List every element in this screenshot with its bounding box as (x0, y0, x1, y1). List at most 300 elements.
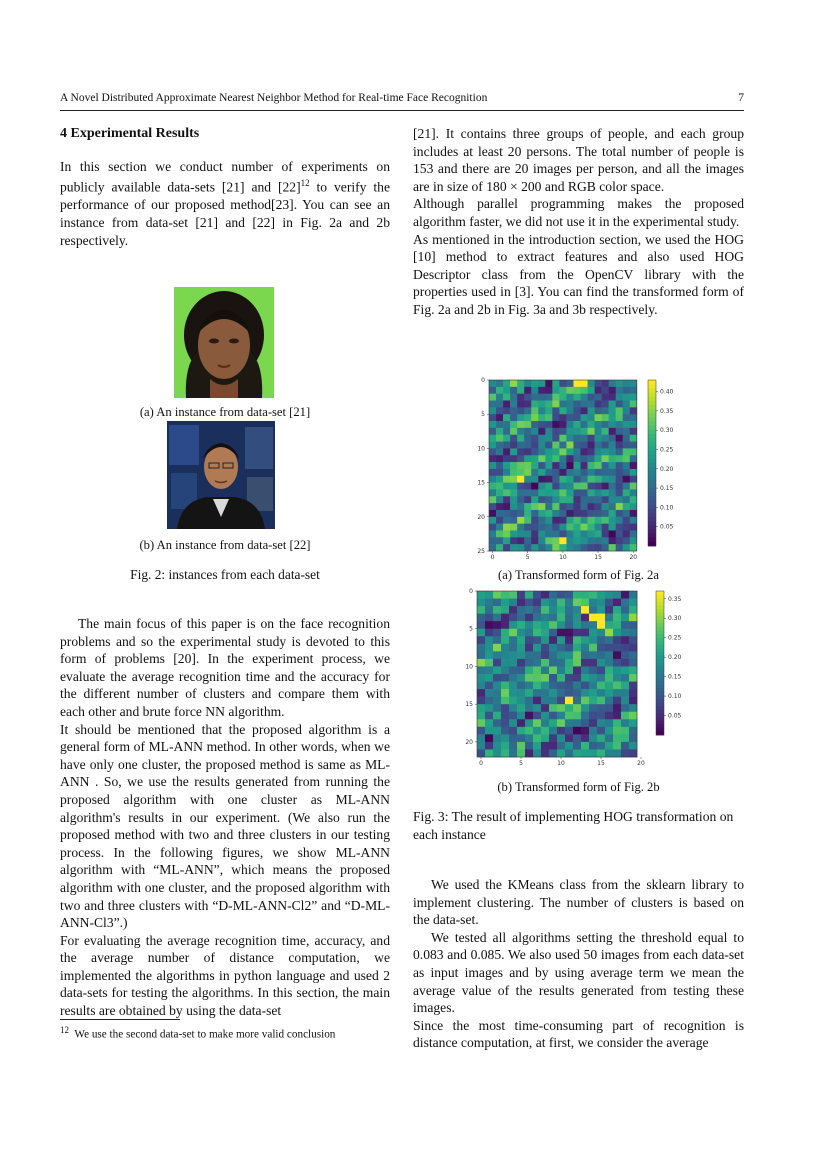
colorbar-segment (648, 496, 656, 501)
heatmap-cell (613, 621, 621, 629)
colorbar-segment (648, 451, 656, 456)
heatmap-cell (613, 704, 621, 712)
heatmap-cell (501, 674, 509, 682)
heatmap-cell (621, 742, 629, 750)
heatmap-cell (552, 496, 559, 503)
heatmap-cell (493, 719, 501, 727)
heatmap-cell (485, 666, 493, 674)
heatmap-cell (581, 524, 588, 531)
heatmap-cell (531, 503, 538, 510)
heatmap-cell (489, 428, 496, 435)
heatmap-cell (557, 689, 565, 697)
colorbar-tick-label: 0.20 (668, 654, 682, 662)
colorbar-segment (648, 529, 656, 534)
heatmap-cell (616, 469, 623, 476)
heatmap-cell (533, 629, 541, 637)
heatmap-cell (595, 524, 602, 531)
heatmap-cell (566, 421, 573, 428)
heatmap-cell (630, 489, 637, 496)
heatmap-cell (602, 421, 609, 428)
heatmap-cell (623, 489, 630, 496)
heatmap-cell (616, 483, 623, 490)
heatmap-cell (501, 606, 509, 614)
heatmap-cell (613, 614, 621, 622)
heatmap-cell (489, 455, 496, 462)
heatmap-cell (573, 483, 580, 490)
heatmap-cell (605, 719, 613, 727)
heatmap-cell (533, 599, 541, 607)
heatmap-cell (581, 621, 589, 629)
heatmap-cell (549, 651, 557, 659)
colorbar-segment (648, 484, 656, 489)
heatmap-fig3a (472, 374, 682, 560)
heatmap-cell (503, 496, 510, 503)
heatmap-cell (541, 636, 549, 644)
heatmap-cell (566, 530, 573, 537)
heatmap-cell (533, 749, 541, 757)
colorbar-tick-label: 0.25 (660, 446, 674, 454)
colorbar-segment (656, 667, 664, 671)
heatmap-cell (531, 428, 538, 435)
heatmap-cell (552, 394, 559, 401)
heatmap-cell (496, 462, 503, 469)
heatmap-cell (493, 659, 501, 667)
heatmap-cell (503, 455, 510, 462)
heatmap-cell (545, 537, 552, 544)
heatmap-cell (595, 421, 602, 428)
heatmap-cell (589, 666, 597, 674)
heatmap-cell (595, 387, 602, 394)
heatmap-cell (605, 599, 613, 607)
heatmap-cell (503, 517, 510, 524)
heatmap-cell (581, 629, 589, 637)
heatmap-cell (629, 666, 637, 674)
heatmap-cell (609, 517, 616, 524)
heatmap-cell (525, 712, 533, 720)
heatmap-cell (477, 689, 485, 697)
colorbar-tick-label: 0.10 (660, 504, 674, 512)
colorbar-segment (648, 480, 656, 485)
heatmap-cell (485, 599, 493, 607)
heatmap-cell (496, 442, 503, 449)
heatmap-cell (609, 387, 616, 394)
heatmap-cell (609, 455, 616, 462)
heatmap-cell (496, 483, 503, 490)
heatmap-cell (573, 682, 581, 690)
heatmap-cell (493, 606, 501, 614)
heatmap-cell (597, 591, 605, 599)
heatmap-cell (503, 414, 510, 421)
heatmap-cell (605, 749, 613, 757)
heatmap-cell (573, 387, 580, 394)
heatmap-cell (588, 414, 595, 421)
heatmap-cell (517, 483, 524, 490)
heatmap-cell (517, 517, 524, 524)
heatmap-cell (510, 387, 517, 394)
heatmap-cell (630, 462, 637, 469)
heatmap-cell (573, 591, 581, 599)
heatmap-cell (613, 682, 621, 690)
heatmap-cell (517, 401, 524, 408)
heatmap-cell (573, 674, 581, 682)
paragraph-ml-ann: It should be mentioned that the proposed algorithm is a general form of ML-ANN method. In other words, when we have only one cluster, the proposed method is same as ML-ANN . So, we use the results generated from running the proposed algorithm with one cluster as ML-ANN algorithm's results in our experiment. (We also run the proposed method with two and three clusters in our testing process. In the following figures, we show ML-ANN algorithm with “ML-ANN”, which means the proposed algorithm with one cluster, and the proposed algorithm with two and three clusters with “D-ML-ANN-Cl2” and “D-ML-ANN-Cl3”.) (60, 721, 390, 931)
heatmap-cell (565, 599, 573, 607)
heatmap-cell (623, 387, 630, 394)
y-tick-label: 10 (465, 663, 473, 671)
footnote-rule (60, 1019, 180, 1020)
heatmap-cell (538, 407, 545, 414)
colorbar-segment (656, 699, 664, 703)
heatmap-cell (510, 476, 517, 483)
heatmap-cell (566, 503, 573, 510)
colorbar-segment (648, 521, 656, 526)
fig3b-caption: (b) Transformed form of Fig. 2b (497, 780, 660, 794)
paragraph-distance: Since the most time-consuming part of recognition is distance computation, at first, we consider the average (413, 1017, 744, 1051)
heatmap-cell (531, 462, 538, 469)
colorbar-segment (656, 695, 664, 699)
heatmap-cell (588, 469, 595, 476)
page-number: 7 (738, 92, 744, 104)
heatmap-cell (588, 530, 595, 537)
heatmap-cell (485, 614, 493, 622)
y-tick-label: 5 (481, 411, 485, 419)
heatmap-cell (501, 742, 509, 750)
colorbar-segment (656, 670, 664, 674)
heatmap-cell (485, 651, 493, 659)
heatmap-cell (588, 489, 595, 496)
heatmap-cell (613, 666, 621, 674)
heatmap-cell (501, 636, 509, 644)
heatmap-cell (489, 517, 496, 524)
heatmap-cell (581, 483, 588, 490)
heatmap-cell (616, 510, 623, 517)
heatmap-cell (510, 510, 517, 517)
heatmap-cell (545, 524, 552, 531)
heatmap-cell (493, 621, 501, 629)
heatmap-cell (552, 455, 559, 462)
colorbar-segment (656, 595, 664, 599)
heatmap-cell (541, 606, 549, 614)
heatmap-cell (489, 476, 496, 483)
heatmap-cell (549, 697, 557, 705)
heatmap-cell (589, 704, 597, 712)
heatmap-cell (545, 442, 552, 449)
heatmap-cell (597, 727, 605, 735)
heatmap-cell (545, 428, 552, 435)
heatmap-cell (496, 503, 503, 510)
heatmap-cell (509, 727, 517, 735)
heatmap-cell (501, 599, 509, 607)
heatmap-cell (605, 704, 613, 712)
heatmap-cell (588, 442, 595, 449)
colorbar-segment (656, 649, 664, 653)
heatmap-cell (545, 503, 552, 510)
heatmap-cell (573, 510, 580, 517)
heatmap-cell (517, 455, 524, 462)
heatmap-cell (597, 749, 605, 757)
heatmap-cell (630, 435, 637, 442)
heatmap-cell (602, 455, 609, 462)
heatmap-cell (605, 651, 613, 659)
heatmap-cell (565, 666, 573, 674)
heatmap-cell (517, 448, 524, 455)
heatmap-cell (595, 510, 602, 517)
left-column-bottom (60, 615, 390, 1020)
heatmap-cell (533, 689, 541, 697)
heatmap-cell (485, 606, 493, 614)
heatmap-cell (509, 651, 517, 659)
heatmap-cell (477, 659, 485, 667)
heatmap-cell (595, 537, 602, 544)
heatmap-cell (609, 394, 616, 401)
heatmap-cell (493, 749, 501, 757)
footnote-text: We use the second data-set to make more valid conclusion (74, 1028, 336, 1041)
heatmap-cell (588, 435, 595, 442)
heatmap-cell (477, 614, 485, 622)
heatmap-cell (517, 749, 525, 757)
heatmap-cell (489, 414, 496, 421)
heatmap-cell (581, 401, 588, 408)
heatmap-cell (538, 401, 545, 408)
heatmap-cell (623, 455, 630, 462)
heatmap-cell (524, 394, 531, 401)
heatmap-cell (509, 644, 517, 652)
heatmap-cell (609, 407, 616, 414)
heatmap-cell (545, 483, 552, 490)
heatmap-cell (581, 742, 589, 750)
heatmap-cell (545, 462, 552, 469)
heatmap-cell (533, 659, 541, 667)
header-rule (60, 110, 744, 111)
heatmap-cell (573, 734, 581, 742)
heatmap-cell (493, 734, 501, 742)
heatmap-cell (485, 727, 493, 735)
heatmap-cell (510, 421, 517, 428)
heatmap-cell (557, 591, 565, 599)
heatmap-cell (545, 544, 552, 551)
heatmap-cell (602, 414, 609, 421)
heatmap-cell (595, 414, 602, 421)
heatmap-cell (613, 591, 621, 599)
heatmap-cell (533, 682, 541, 690)
heatmap-cell (510, 524, 517, 531)
heatmap-cell (566, 387, 573, 394)
heatmap-cell (573, 380, 580, 387)
heatmap-cell (493, 689, 501, 697)
heatmap-cell (489, 544, 496, 551)
heatmap-cell (597, 636, 605, 644)
heatmap-cell (552, 407, 559, 414)
heatmap-cell (589, 719, 597, 727)
heatmap-cell (589, 591, 597, 599)
heatmap-cell (589, 606, 597, 614)
heatmap-cell (503, 448, 510, 455)
heatmap-cell (621, 734, 629, 742)
heatmap-cell (545, 435, 552, 442)
heatmap-cell (503, 435, 510, 442)
heatmap-cell (621, 719, 629, 727)
colorbar-tick-label: 0.05 (660, 523, 674, 531)
heatmap-cell (613, 636, 621, 644)
heatmap-cell (517, 606, 525, 614)
heatmap-cell (525, 742, 533, 750)
heatmap-cell (609, 462, 616, 469)
heatmap-cell (489, 387, 496, 394)
heatmap-cell (549, 614, 557, 622)
heatmap-cell (609, 496, 616, 503)
heatmap-cell (503, 387, 510, 394)
colorbar-segment (656, 681, 664, 685)
colorbar-segment (648, 401, 656, 406)
heatmap-cell (503, 469, 510, 476)
heatmap-cell (609, 537, 616, 544)
colorbar-segment (656, 638, 664, 642)
heatmap-cell (524, 496, 531, 503)
heatmap-cell (541, 621, 549, 629)
heatmap-cell (588, 517, 595, 524)
heatmap-cell (581, 712, 589, 720)
heatmap-cell (623, 394, 630, 401)
heatmap-cell (552, 476, 559, 483)
heatmap-cell (489, 524, 496, 531)
heatmap-cell (630, 414, 637, 421)
heatmap-cell (621, 697, 629, 705)
heatmap-cell (621, 712, 629, 720)
heatmap-cell (533, 636, 541, 644)
heatmap-cell (573, 659, 581, 667)
heatmap-cell (605, 666, 613, 674)
colorbar-segment (648, 538, 656, 543)
heatmap-cell (489, 394, 496, 401)
heatmap-cell (510, 401, 517, 408)
heatmap-cell (565, 697, 573, 705)
heatmap-cell (589, 712, 597, 720)
heatmap-cell (613, 749, 621, 757)
heatmap-cell (573, 689, 581, 697)
heatmap-cell (630, 544, 637, 551)
heatmap-cell (609, 489, 616, 496)
heatmap-cell (623, 448, 630, 455)
intro-text-cont: to verify the performance of our proposed method[23]. You can see an instance from data-set [21] and [22] in Fig. 2a and 2b respectively. (60, 179, 390, 248)
heatmap-cell (597, 659, 605, 667)
heatmap-cell (616, 517, 623, 524)
heatmap-cell (509, 629, 517, 637)
heatmap-cell (623, 462, 630, 469)
heatmap-cell (589, 629, 597, 637)
heatmap-cell (573, 503, 580, 510)
paragraph-parallel: Although parallel programming makes the proposed algorithm faster, we did not use it in the experimental study. (413, 196, 744, 229)
heatmap-cell (597, 599, 605, 607)
heatmap-cell (630, 517, 637, 524)
heatmap-cell (538, 524, 545, 531)
heatmap-cell (531, 530, 538, 537)
heatmap-cell (621, 636, 629, 644)
heatmap-cell (573, 712, 581, 720)
heatmap-cell (581, 407, 588, 414)
heatmap-cell (573, 407, 580, 414)
heatmap-cell (538, 483, 545, 490)
heatmap-cell (496, 469, 503, 476)
heatmap-cell (524, 469, 531, 476)
heatmap-cell (609, 510, 616, 517)
y-tick-label: 20 (465, 738, 473, 746)
heatmap-cell (538, 537, 545, 544)
heatmap-cell (517, 727, 525, 735)
heatmap-cell (552, 503, 559, 510)
heatmap-cell (489, 435, 496, 442)
heatmap-cell (613, 689, 621, 697)
y-tick-label: 20 (477, 513, 485, 521)
heatmap-cell (573, 401, 580, 408)
heatmap-cell (538, 462, 545, 469)
heatmap-cell (517, 524, 524, 531)
heatmap-cell (559, 401, 566, 408)
x-tick-label: 10 (559, 554, 567, 560)
heatmap-cell (559, 496, 566, 503)
heatmap-cell (477, 734, 485, 742)
heatmap-cell (595, 455, 602, 462)
heatmap-cell (621, 689, 629, 697)
heatmap-cell (517, 614, 525, 622)
heatmap-cell (621, 651, 629, 659)
heatmap-cell (541, 614, 549, 622)
heatmap-cell (503, 524, 510, 531)
heatmap-cell (629, 727, 637, 735)
heatmap-cell (623, 544, 630, 551)
heatmap-cell (621, 606, 629, 614)
heatmap-cell (552, 483, 559, 490)
heatmap-cell (621, 659, 629, 667)
heatmap-cell (630, 530, 637, 537)
heatmap-cell (517, 462, 524, 469)
colorbar-tick-label: 0.15 (660, 485, 674, 493)
y-tick-label: 0 (469, 588, 473, 595)
heatmap-cell (581, 651, 589, 659)
heatmap-cell (517, 387, 524, 394)
heatmap-cell (525, 689, 533, 697)
heatmap-cell (605, 636, 613, 644)
heatmap-cell (509, 599, 517, 607)
heatmap-cell (623, 469, 630, 476)
heatmap-cell (589, 644, 597, 652)
colorbar-segment (656, 602, 664, 606)
heatmap-cell (595, 489, 602, 496)
heatmap-cell (552, 442, 559, 449)
heatmap-cell (573, 428, 580, 435)
colorbar-tick-label: 0.15 (668, 673, 682, 681)
heatmap-cell (549, 621, 557, 629)
heatmap-cell (630, 496, 637, 503)
heatmap-cell (573, 644, 581, 652)
heatmap-cell (623, 510, 630, 517)
heatmap-cell (493, 704, 501, 712)
heatmap-cell (524, 387, 531, 394)
colorbar-segment (656, 717, 664, 721)
heatmap-cell (565, 712, 573, 720)
heatmap-cell (524, 448, 531, 455)
heatmap-cell (630, 387, 637, 394)
heatmap-cell (485, 749, 493, 757)
heatmap-cell (573, 462, 580, 469)
heatmap-cell (541, 651, 549, 659)
heatmap-cell (581, 704, 589, 712)
colorbar-segment (648, 438, 656, 443)
heatmap-cell (602, 387, 609, 394)
heatmap-cell (630, 476, 637, 483)
heatmap-cell (510, 530, 517, 537)
heatmap-cell (510, 435, 517, 442)
heatmap-cell (557, 614, 565, 622)
